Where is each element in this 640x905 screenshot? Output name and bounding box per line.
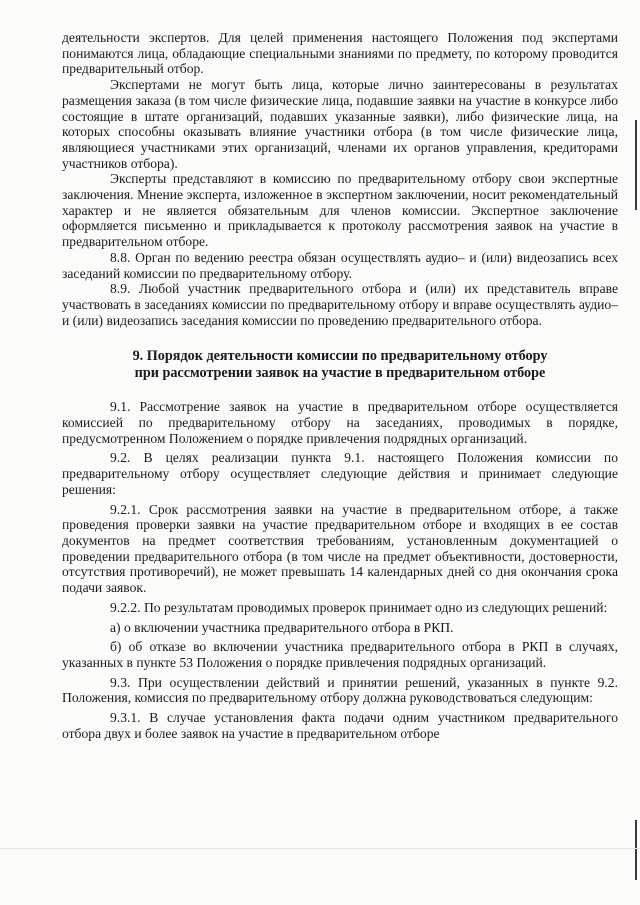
paragraph-expert-restrictions: Экспертами не могут быть лица, которые лично заинтересованы в результатах размещения заказа (в том числе физические лица, подавшие заявки на участие в конкурсе либо состоящие в штате организаций, подавших указанные заявки), либо физические лица, на которых способны оказывать влияние участники отбора (в том числе физические лица, являющиеся участниками этих организаций, членами их органов управления, кредиторами участников отбора).: [62, 77, 618, 171]
scan-edge-mark-top: [635, 120, 637, 210]
paragraph-9-3-1: 9.3.1. В случае установления факта подачи одним участником предварительного отбора двух и более заявок на участие в предварительном отборе: [62, 710, 618, 741]
paragraph-9-2-2-a: а) о включении участника предварительного отбора в РКП.: [110, 619, 454, 635]
paragraph-experts-definition: деятельности экспертов. Для целей применения настоящего Положения под экспертами понимаются лица, обладающие специальными знаниями по предмету, по которому проводится предварительный отбор.: [62, 30, 618, 77]
section-9-heading-line2: при рассмотрении заявок на участие в предварительном отборе: [134, 365, 546, 382]
scan-edge-mark-bottom: [635, 820, 637, 880]
section-9-heading: [62, 348, 618, 382]
paragraph-9-2-1: 9.2.1. Срок рассмотрения заявки на участие в предварительном отборе, а также проведения проверки заявки на участие предварительном отборе и входящих в ее состав документов на предмет соответствия требованиям, установленным документацией о проведении предварительного отбора (в том числе на предмет объективности, достоверности, отсутствия противоречий), не может превышать 14 календарных дней со дня окончания срока подачи заявок.: [62, 501, 618, 596]
paragraph-8-9: 8.9. Любой участник предварительного отбора и (или) их представитель вправе участвовать в заседаниях комиссии по предварительному отбору и вправе осуществлять аудио– и (или) видеозапись заседания комиссии по проведению предварительного отбора.: [62, 281, 618, 328]
paragraph-9-3: 9.3. При осуществлении действий и принятии решений, указанных в пункте 9.2. Положения, комиссия по предварительному отбору должна руководствоваться следующим:: [62, 674, 618, 706]
scan-bottom-line: [0, 848, 640, 849]
paragraph-9-2-2: 9.2.2. По результатам проводимых проверок принимает одно из следующих решений:: [110, 599, 608, 615]
paragraph-9-2-2-b: б) об отказе во включении участника предварительного отбора в РКП в случаях, указанных в пункте 53 Положения о порядке привлечения подрядных организаций.: [62, 639, 618, 670]
document-body: [62, 30, 618, 741]
paragraph-9-1: 9.1. Рассмотрение заявок на участие в предварительном отборе осуществляется комиссией по предварительному отбору на заседаниях, проводимых в порядке, предусмотренном Положением о порядке привлечения подрядных организаций.: [62, 399, 618, 446]
paragraph-expert-conclusions: Эксперты представляют в комиссию по предварительному отбору свои экспертные заключения. Мнение эксперта, изложенное в экспертном заключении, носит рекомендательный характер и не является обязательным для членов комиссии. Экспертное заключение оформляется письменно и прикладывается к протоколу рассмотрения заявок на участие в предварительном отборе.: [62, 171, 618, 250]
paragraph-9-2: 9.2. В целях реализации пункта 9.1. настоящего Положения комиссии по предварительному отбору осуществляет следующие действия и принимает следующие решения:: [62, 450, 618, 497]
section-9-heading-line1: 9. Порядок деятельности комиссии по предварительному отбору: [132, 348, 548, 365]
paragraph-8-8: 8.8. Орган по ведению реестра обязан осуществлять аудио– и (или) видеозапись всех заседаний комиссии по предварительному отбору.: [62, 249, 618, 281]
